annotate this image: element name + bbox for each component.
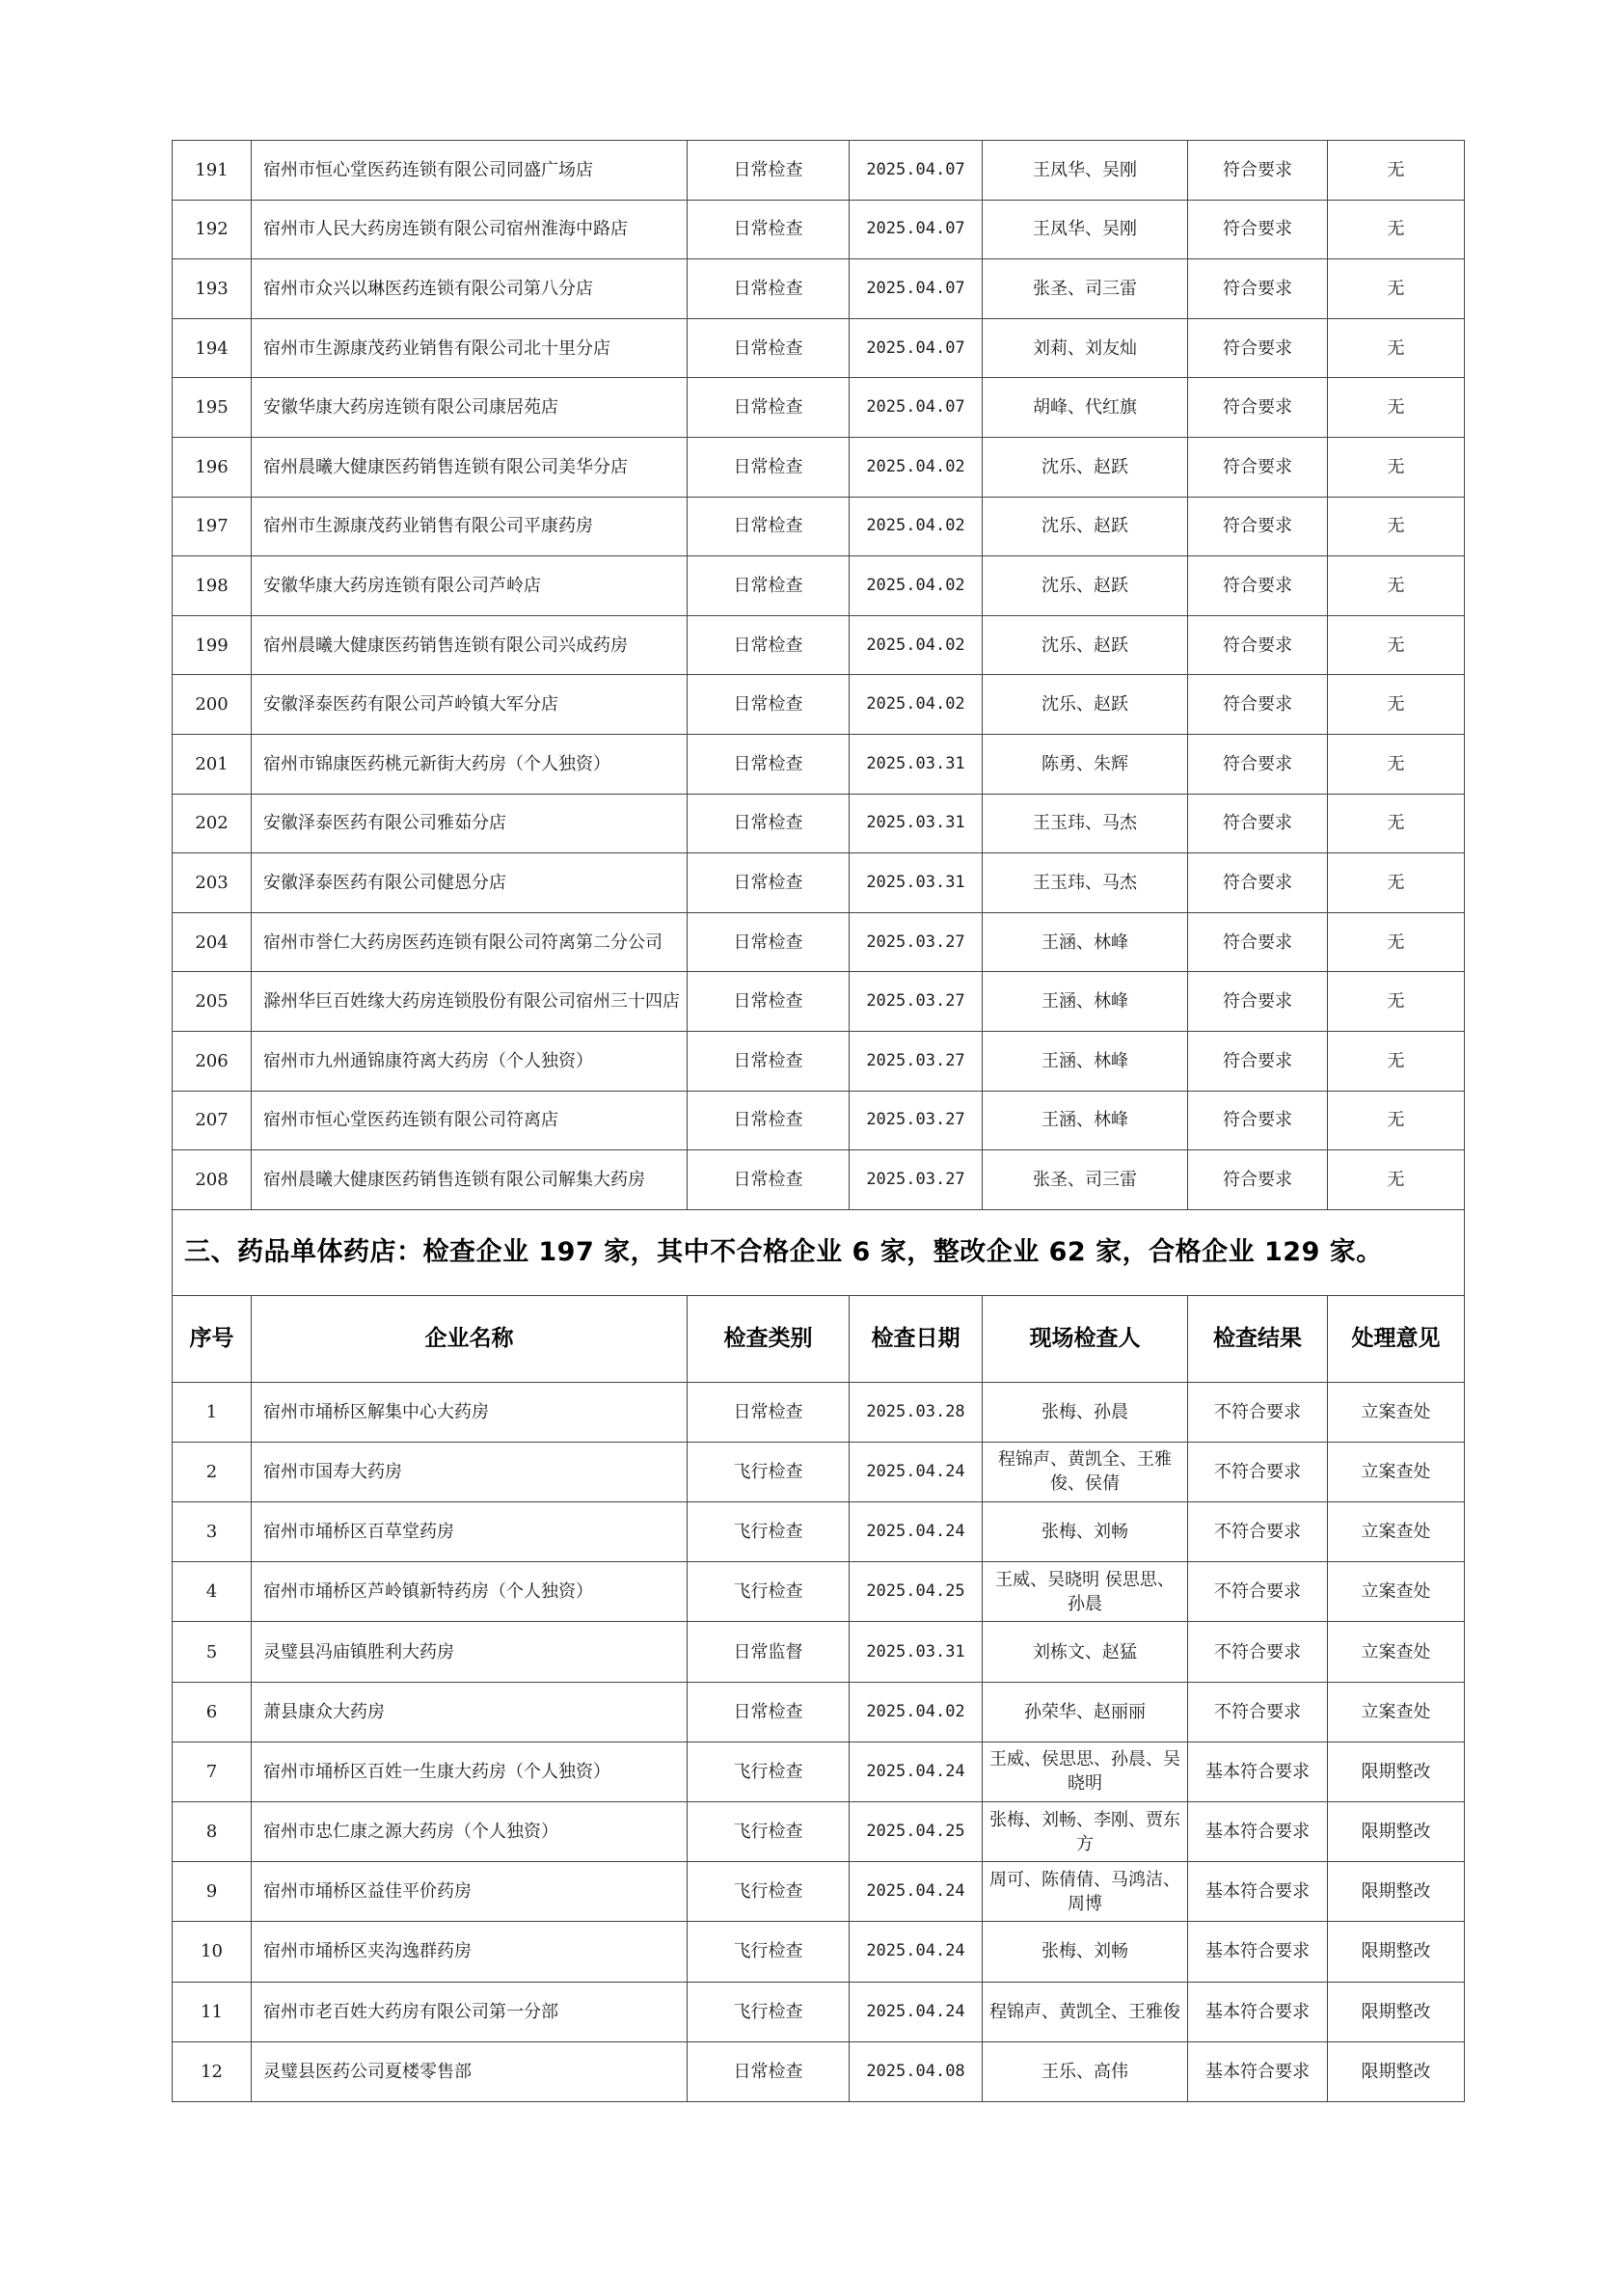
cell-type: 飞行检查 <box>688 1922 850 1982</box>
cell-date: 2025.03.27 <box>850 1031 983 1091</box>
cell-name: 宿州市埇桥区解集中心大药房 <box>252 1382 688 1442</box>
cell-name: 宿州市九州通锦康符离大药房（个人独资） <box>252 1031 688 1091</box>
cell-no: 5 <box>173 1622 252 1682</box>
cell-inspectors: 王涵、林峰 <box>983 1031 1188 1091</box>
cell-type: 日常检查 <box>688 200 850 259</box>
cell-no: 12 <box>173 2041 252 2101</box>
cell-inspectors: 沈乐、赵跃 <box>983 497 1188 556</box>
cell-inspectors: 王乐、高伟 <box>983 2041 1188 2101</box>
cell-no: 2 <box>173 1442 252 1501</box>
cell-opinion: 无 <box>1328 615 1465 675</box>
cell-date: 2025.04.02 <box>850 675 983 735</box>
cell-date: 2025.04.24 <box>850 1502 983 1562</box>
cell-result: 不符合要求 <box>1188 1502 1328 1562</box>
cell-date: 2025.04.24 <box>850 1742 983 1801</box>
cell-date: 2025.03.27 <box>850 912 983 972</box>
cell-result: 基本符合要求 <box>1188 1982 1328 2041</box>
cell-inspectors: 王玉玮、马杰 <box>983 794 1188 853</box>
cell-inspectors: 王玉玮、马杰 <box>983 853 1188 913</box>
cell-date: 2025.04.02 <box>850 615 983 675</box>
cell-type: 日常检查 <box>688 1091 850 1150</box>
cell-no: 195 <box>173 378 252 438</box>
cell-no: 202 <box>173 794 252 853</box>
cell-name: 宿州市恒心堂医药连锁有限公司同盛广场店 <box>252 141 688 201</box>
cell-inspectors: 王涵、林峰 <box>983 1091 1188 1150</box>
table-row <box>173 378 1465 438</box>
cell-type: 飞行检查 <box>688 1502 850 1562</box>
cell-date: 2025.04.25 <box>850 1562 983 1622</box>
table-row <box>173 853 1465 913</box>
cell-inspectors: 王凤华、吴刚 <box>983 141 1188 201</box>
cell-result: 符合要求 <box>1188 734 1328 794</box>
table-row <box>173 259 1465 319</box>
cell-no: 206 <box>173 1031 252 1091</box>
cell-result: 符合要求 <box>1188 318 1328 378</box>
cell-type: 日常监督 <box>688 1622 850 1682</box>
table-row <box>173 1502 1465 1562</box>
cell-date: 2025.04.08 <box>850 2041 983 2101</box>
cell-inspectors: 沈乐、赵跃 <box>983 615 1188 675</box>
cell-date: 2025.04.02 <box>850 1682 983 1742</box>
table-row <box>173 318 1465 378</box>
cell-name: 宿州晨曦大健康医药销售连锁有限公司兴成药房 <box>252 615 688 675</box>
cell-inspectors: 王威、侯思思、孙晨、吴晓明 <box>983 1742 1188 1801</box>
cell-type: 日常检查 <box>688 794 850 853</box>
cell-opinion: 无 <box>1328 734 1465 794</box>
cell-type: 飞行检查 <box>688 1982 850 2041</box>
cell-result: 不符合要求 <box>1188 1382 1328 1442</box>
cell-name: 宿州晨曦大健康医药销售连锁有限公司美华分店 <box>252 437 688 497</box>
cell-opinion: 限期整改 <box>1328 1982 1465 2041</box>
table-row <box>173 497 1465 556</box>
cell-name: 宿州市埇桥区夹沟逸群药房 <box>252 1922 688 1982</box>
table-row <box>173 1982 1465 2041</box>
cell-opinion: 无 <box>1328 437 1465 497</box>
cell-date: 2025.04.02 <box>850 437 983 497</box>
table-row <box>173 1091 1465 1150</box>
cell-name: 安徽泽泰医药有限公司芦岭镇大军分店 <box>252 675 688 735</box>
cell-type: 飞行检查 <box>688 1442 850 1501</box>
cell-result: 基本符合要求 <box>1188 1802 1328 1862</box>
cell-name: 宿州市埇桥区百姓一生康大药房（个人独资） <box>252 1742 688 1801</box>
cell-date: 2025.03.31 <box>850 853 983 913</box>
table-row <box>173 1562 1465 1622</box>
cell-opinion: 限期整改 <box>1328 1742 1465 1801</box>
cell-name: 萧县康众大药房 <box>252 1682 688 1742</box>
cell-opinion: 无 <box>1328 141 1465 201</box>
cell-opinion: 无 <box>1328 1091 1465 1150</box>
header-no: 序号 <box>173 1295 252 1382</box>
table-row <box>173 1622 1465 1682</box>
cell-inspectors: 刘栋文、赵猛 <box>983 1622 1188 1682</box>
cell-result: 基本符合要求 <box>1188 1742 1328 1801</box>
cell-opinion: 立案查处 <box>1328 1622 1465 1682</box>
cell-inspectors: 王涵、林峰 <box>983 972 1188 1032</box>
cell-opinion: 立案查处 <box>1328 1382 1465 1442</box>
cell-date: 2025.04.24 <box>850 1862 983 1922</box>
cell-type: 飞行检查 <box>688 1862 850 1922</box>
cell-no: 11 <box>173 1982 252 2041</box>
cell-date: 2025.04.07 <box>850 141 983 201</box>
cell-type: 日常检查 <box>688 972 850 1032</box>
cell-inspectors: 张圣、司三雷 <box>983 1150 1188 1210</box>
cell-result: 符合要求 <box>1188 1091 1328 1150</box>
cell-name: 宿州市人民大药房连锁有限公司宿州淮海中路店 <box>252 200 688 259</box>
header-type: 检查类别 <box>688 1295 850 1382</box>
cell-name: 宿州市恒心堂医药连锁有限公司符离店 <box>252 1091 688 1150</box>
cell-result: 符合要求 <box>1188 1031 1328 1091</box>
cell-date: 2025.04.02 <box>850 556 983 616</box>
cell-inspectors: 张梅、刘畅 <box>983 1502 1188 1562</box>
cell-opinion: 限期整改 <box>1328 1802 1465 1862</box>
cell-name: 宿州市忠仁康之源大药房（个人独资） <box>252 1802 688 1862</box>
cell-opinion: 无 <box>1328 853 1465 913</box>
cell-date: 2025.03.31 <box>850 1622 983 1682</box>
cell-name: 宿州市埇桥区百草堂药房 <box>252 1502 688 1562</box>
cell-opinion: 无 <box>1328 1150 1465 1210</box>
table-row <box>173 1742 1465 1801</box>
cell-no: 191 <box>173 141 252 201</box>
table-header-row <box>173 1295 1465 1382</box>
cell-no: 203 <box>173 853 252 913</box>
cell-opinion: 无 <box>1328 259 1465 319</box>
table-row <box>173 556 1465 616</box>
cell-result: 符合要求 <box>1188 675 1328 735</box>
cell-no: 194 <box>173 318 252 378</box>
cell-type: 飞行检查 <box>688 1562 850 1622</box>
cell-name: 宿州市众兴以琳医药连锁有限公司第八分店 <box>252 259 688 319</box>
cell-type: 日常检查 <box>688 1031 850 1091</box>
cell-opinion: 无 <box>1328 972 1465 1032</box>
cell-inspectors: 刘莉、刘友灿 <box>983 318 1188 378</box>
cell-no: 198 <box>173 556 252 616</box>
cell-type: 日常检查 <box>688 556 850 616</box>
cell-type: 日常检查 <box>688 259 850 319</box>
cell-date: 2025.04.24 <box>850 1982 983 2041</box>
cell-no: 200 <box>173 675 252 735</box>
cell-inspectors: 孙荣华、赵丽丽 <box>983 1682 1188 1742</box>
header-name: 企业名称 <box>252 1295 688 1382</box>
cell-date: 2025.04.24 <box>850 1442 983 1501</box>
cell-opinion: 无 <box>1328 794 1465 853</box>
cell-type: 日常检查 <box>688 1150 850 1210</box>
cell-date: 2025.04.07 <box>850 318 983 378</box>
cell-inspectors: 程锦声、黄凯全、王雅俊 <box>983 1982 1188 2041</box>
cell-no: 197 <box>173 497 252 556</box>
cell-opinion: 无 <box>1328 200 1465 259</box>
cell-inspectors: 程锦声、黄凯全、王雅俊、侯倩 <box>983 1442 1188 1501</box>
cell-result: 符合要求 <box>1188 141 1328 201</box>
cell-name: 宿州市生源康茂药业销售有限公司平康药房 <box>252 497 688 556</box>
cell-type: 日常检查 <box>688 2041 850 2101</box>
cell-no: 10 <box>173 1922 252 1982</box>
table-row <box>173 912 1465 972</box>
cell-type: 日常检查 <box>688 318 850 378</box>
table-row <box>173 1150 1465 1210</box>
cell-opinion: 无 <box>1328 912 1465 972</box>
cell-date: 2025.04.02 <box>850 497 983 556</box>
cell-type: 日常检查 <box>688 675 850 735</box>
cell-result: 符合要求 <box>1188 853 1328 913</box>
section-three <box>173 1209 1465 1382</box>
cell-type: 飞行检查 <box>688 1742 850 1801</box>
cell-opinion: 立案查处 <box>1328 1502 1465 1562</box>
table-row <box>173 972 1465 1032</box>
cell-opinion: 限期整改 <box>1328 1922 1465 1982</box>
table-row <box>173 615 1465 675</box>
table-row <box>173 734 1465 794</box>
cell-result: 不符合要求 <box>1188 1442 1328 1501</box>
cell-inspectors: 胡峰、代红旗 <box>983 378 1188 438</box>
cell-type: 飞行检查 <box>688 1802 850 1862</box>
cell-result: 符合要求 <box>1188 378 1328 438</box>
cell-type: 日常检查 <box>688 378 850 438</box>
cell-opinion: 无 <box>1328 675 1465 735</box>
cell-opinion: 无 <box>1328 497 1465 556</box>
cell-name: 宿州市生源康茂药业销售有限公司北十里分店 <box>252 318 688 378</box>
cell-result: 符合要求 <box>1188 972 1328 1032</box>
cell-opinion: 立案查处 <box>1328 1682 1465 1742</box>
table-row <box>173 1802 1465 1862</box>
cell-name: 宿州市誉仁大药房医药连锁有限公司符离第二分公司 <box>252 912 688 972</box>
cell-name: 安徽华康大药房连锁有限公司芦岭店 <box>252 556 688 616</box>
cell-result: 符合要求 <box>1188 437 1328 497</box>
cell-opinion: 立案查处 <box>1328 1442 1465 1501</box>
cell-no: 192 <box>173 200 252 259</box>
cell-opinion: 无 <box>1328 556 1465 616</box>
cell-result: 符合要求 <box>1188 259 1328 319</box>
cell-opinion: 无 <box>1328 318 1465 378</box>
cell-result: 符合要求 <box>1188 794 1328 853</box>
table-row <box>173 1442 1465 1501</box>
cell-type: 日常检查 <box>688 1682 850 1742</box>
header-date: 检查日期 <box>850 1295 983 1382</box>
table-row <box>173 675 1465 735</box>
cell-opinion: 立案查处 <box>1328 1562 1465 1622</box>
cell-inspectors: 王威、吴晓明 侯思思、孙晨 <box>983 1562 1188 1622</box>
cell-no: 201 <box>173 734 252 794</box>
cell-result: 不符合要求 <box>1188 1622 1328 1682</box>
cell-result: 符合要求 <box>1188 200 1328 259</box>
cell-name: 宿州市埇桥区益佳平价药房 <box>252 1862 688 1922</box>
cell-type: 日常检查 <box>688 853 850 913</box>
cell-no: 9 <box>173 1862 252 1922</box>
cell-name: 宿州市国寿大药房 <box>252 1442 688 1501</box>
cell-date: 2025.03.27 <box>850 1091 983 1150</box>
cell-no: 199 <box>173 615 252 675</box>
cell-no: 207 <box>173 1091 252 1150</box>
table-row <box>173 2041 1465 2101</box>
table-row <box>173 141 1465 201</box>
cell-no: 7 <box>173 1742 252 1801</box>
cell-date: 2025.03.31 <box>850 794 983 853</box>
cell-no: 208 <box>173 1150 252 1210</box>
cell-result: 符合要求 <box>1188 912 1328 972</box>
cell-name: 安徽泽泰医药有限公司雅茹分店 <box>252 794 688 853</box>
cell-inspectors: 沈乐、赵跃 <box>983 437 1188 497</box>
cell-name: 宿州市埇桥区芦岭镇新特药房（个人独资） <box>252 1562 688 1622</box>
cell-date: 2025.04.24 <box>850 1922 983 1982</box>
cell-name: 灵璧县冯庙镇胜利大药房 <box>252 1622 688 1682</box>
header-inspectors: 现场检查人 <box>983 1295 1188 1382</box>
cell-date: 2025.03.31 <box>850 734 983 794</box>
cell-date: 2025.04.07 <box>850 259 983 319</box>
cell-date: 2025.03.27 <box>850 972 983 1032</box>
cell-inspectors: 王凤华、吴刚 <box>983 200 1188 259</box>
cell-type: 日常检查 <box>688 912 850 972</box>
table-row <box>173 1682 1465 1742</box>
cell-name: 灵璧县医药公司夏楼零售部 <box>252 2041 688 2101</box>
table-row <box>173 1031 1465 1091</box>
inspection-table <box>172 140 1465 2102</box>
cell-type: 日常检查 <box>688 734 850 794</box>
table-row <box>173 794 1465 853</box>
document-page <box>172 140 1464 2102</box>
cell-result: 基本符合要求 <box>1188 1862 1328 1922</box>
cell-name: 安徽泽泰医药有限公司健恩分店 <box>252 853 688 913</box>
cell-no: 6 <box>173 1682 252 1742</box>
cell-type: 日常检查 <box>688 497 850 556</box>
cell-name: 滁州华巨百姓缘大药房连锁股份有限公司宿州三十四店 <box>252 972 688 1032</box>
cell-result: 符合要求 <box>1188 497 1328 556</box>
cell-result: 符合要求 <box>1188 556 1328 616</box>
cell-no: 204 <box>173 912 252 972</box>
cell-inspectors: 周可、陈倩倩、马鸿洁、周博 <box>983 1862 1188 1922</box>
cell-date: 2025.04.07 <box>850 200 983 259</box>
table-row <box>173 1862 1465 1922</box>
cell-result: 符合要求 <box>1188 615 1328 675</box>
cell-inspectors: 沈乐、赵跃 <box>983 556 1188 616</box>
cell-result: 基本符合要求 <box>1188 1922 1328 1982</box>
cell-no: 193 <box>173 259 252 319</box>
header-result: 检查结果 <box>1188 1295 1328 1382</box>
cell-inspectors: 沈乐、赵跃 <box>983 675 1188 735</box>
cell-result: 不符合要求 <box>1188 1682 1328 1742</box>
cell-no: 196 <box>173 437 252 497</box>
cell-name: 安徽华康大药房连锁有限公司康居苑店 <box>252 378 688 438</box>
cell-no: 205 <box>173 972 252 1032</box>
cell-result: 不符合要求 <box>1188 1562 1328 1622</box>
section-title: 三、药品单体药店：检查企业 197 家，其中不合格企业 6 家，整改企业 62 家，合格企业 129 家。 <box>173 1209 1465 1295</box>
table-row <box>173 437 1465 497</box>
table-row <box>173 1922 1465 1982</box>
single-store-rows <box>173 1382 1465 2101</box>
table-row <box>173 1382 1465 1442</box>
cell-date: 2025.04.07 <box>850 378 983 438</box>
cell-name: 宿州晨曦大健康医药销售连锁有限公司解集大药房 <box>252 1150 688 1210</box>
cell-no: 3 <box>173 1502 252 1562</box>
chain-store-rows <box>173 141 1465 1210</box>
cell-name: 宿州市老百姓大药房有限公司第一分部 <box>252 1982 688 2041</box>
cell-opinion: 限期整改 <box>1328 2041 1465 2101</box>
cell-opinion: 限期整改 <box>1328 1862 1465 1922</box>
cell-name: 宿州市锦康医药桃元新街大药房（个人独资） <box>252 734 688 794</box>
cell-inspectors: 张圣、司三雷 <box>983 259 1188 319</box>
cell-opinion: 无 <box>1328 1031 1465 1091</box>
cell-date: 2025.03.28 <box>850 1382 983 1442</box>
cell-date: 2025.04.25 <box>850 1802 983 1862</box>
header-opinion: 处理意见 <box>1328 1295 1465 1382</box>
cell-result: 符合要求 <box>1188 1150 1328 1210</box>
cell-inspectors: 王涵、林峰 <box>983 912 1188 972</box>
cell-no: 1 <box>173 1382 252 1442</box>
cell-result: 基本符合要求 <box>1188 2041 1328 2101</box>
cell-inspectors: 陈勇、朱辉 <box>983 734 1188 794</box>
cell-type: 日常检查 <box>688 1382 850 1442</box>
cell-inspectors: 张梅、孙晨 <box>983 1382 1188 1442</box>
cell-inspectors: 张梅、刘畅 <box>983 1922 1188 1982</box>
cell-opinion: 无 <box>1328 378 1465 438</box>
cell-no: 4 <box>173 1562 252 1622</box>
cell-type: 日常检查 <box>688 615 850 675</box>
cell-inspectors: 张梅、刘畅、李刚、贾东方 <box>983 1802 1188 1862</box>
cell-type: 日常检查 <box>688 141 850 201</box>
table-row <box>173 200 1465 259</box>
cell-date: 2025.03.27 <box>850 1150 983 1210</box>
cell-no: 8 <box>173 1802 252 1862</box>
cell-type: 日常检查 <box>688 437 850 497</box>
